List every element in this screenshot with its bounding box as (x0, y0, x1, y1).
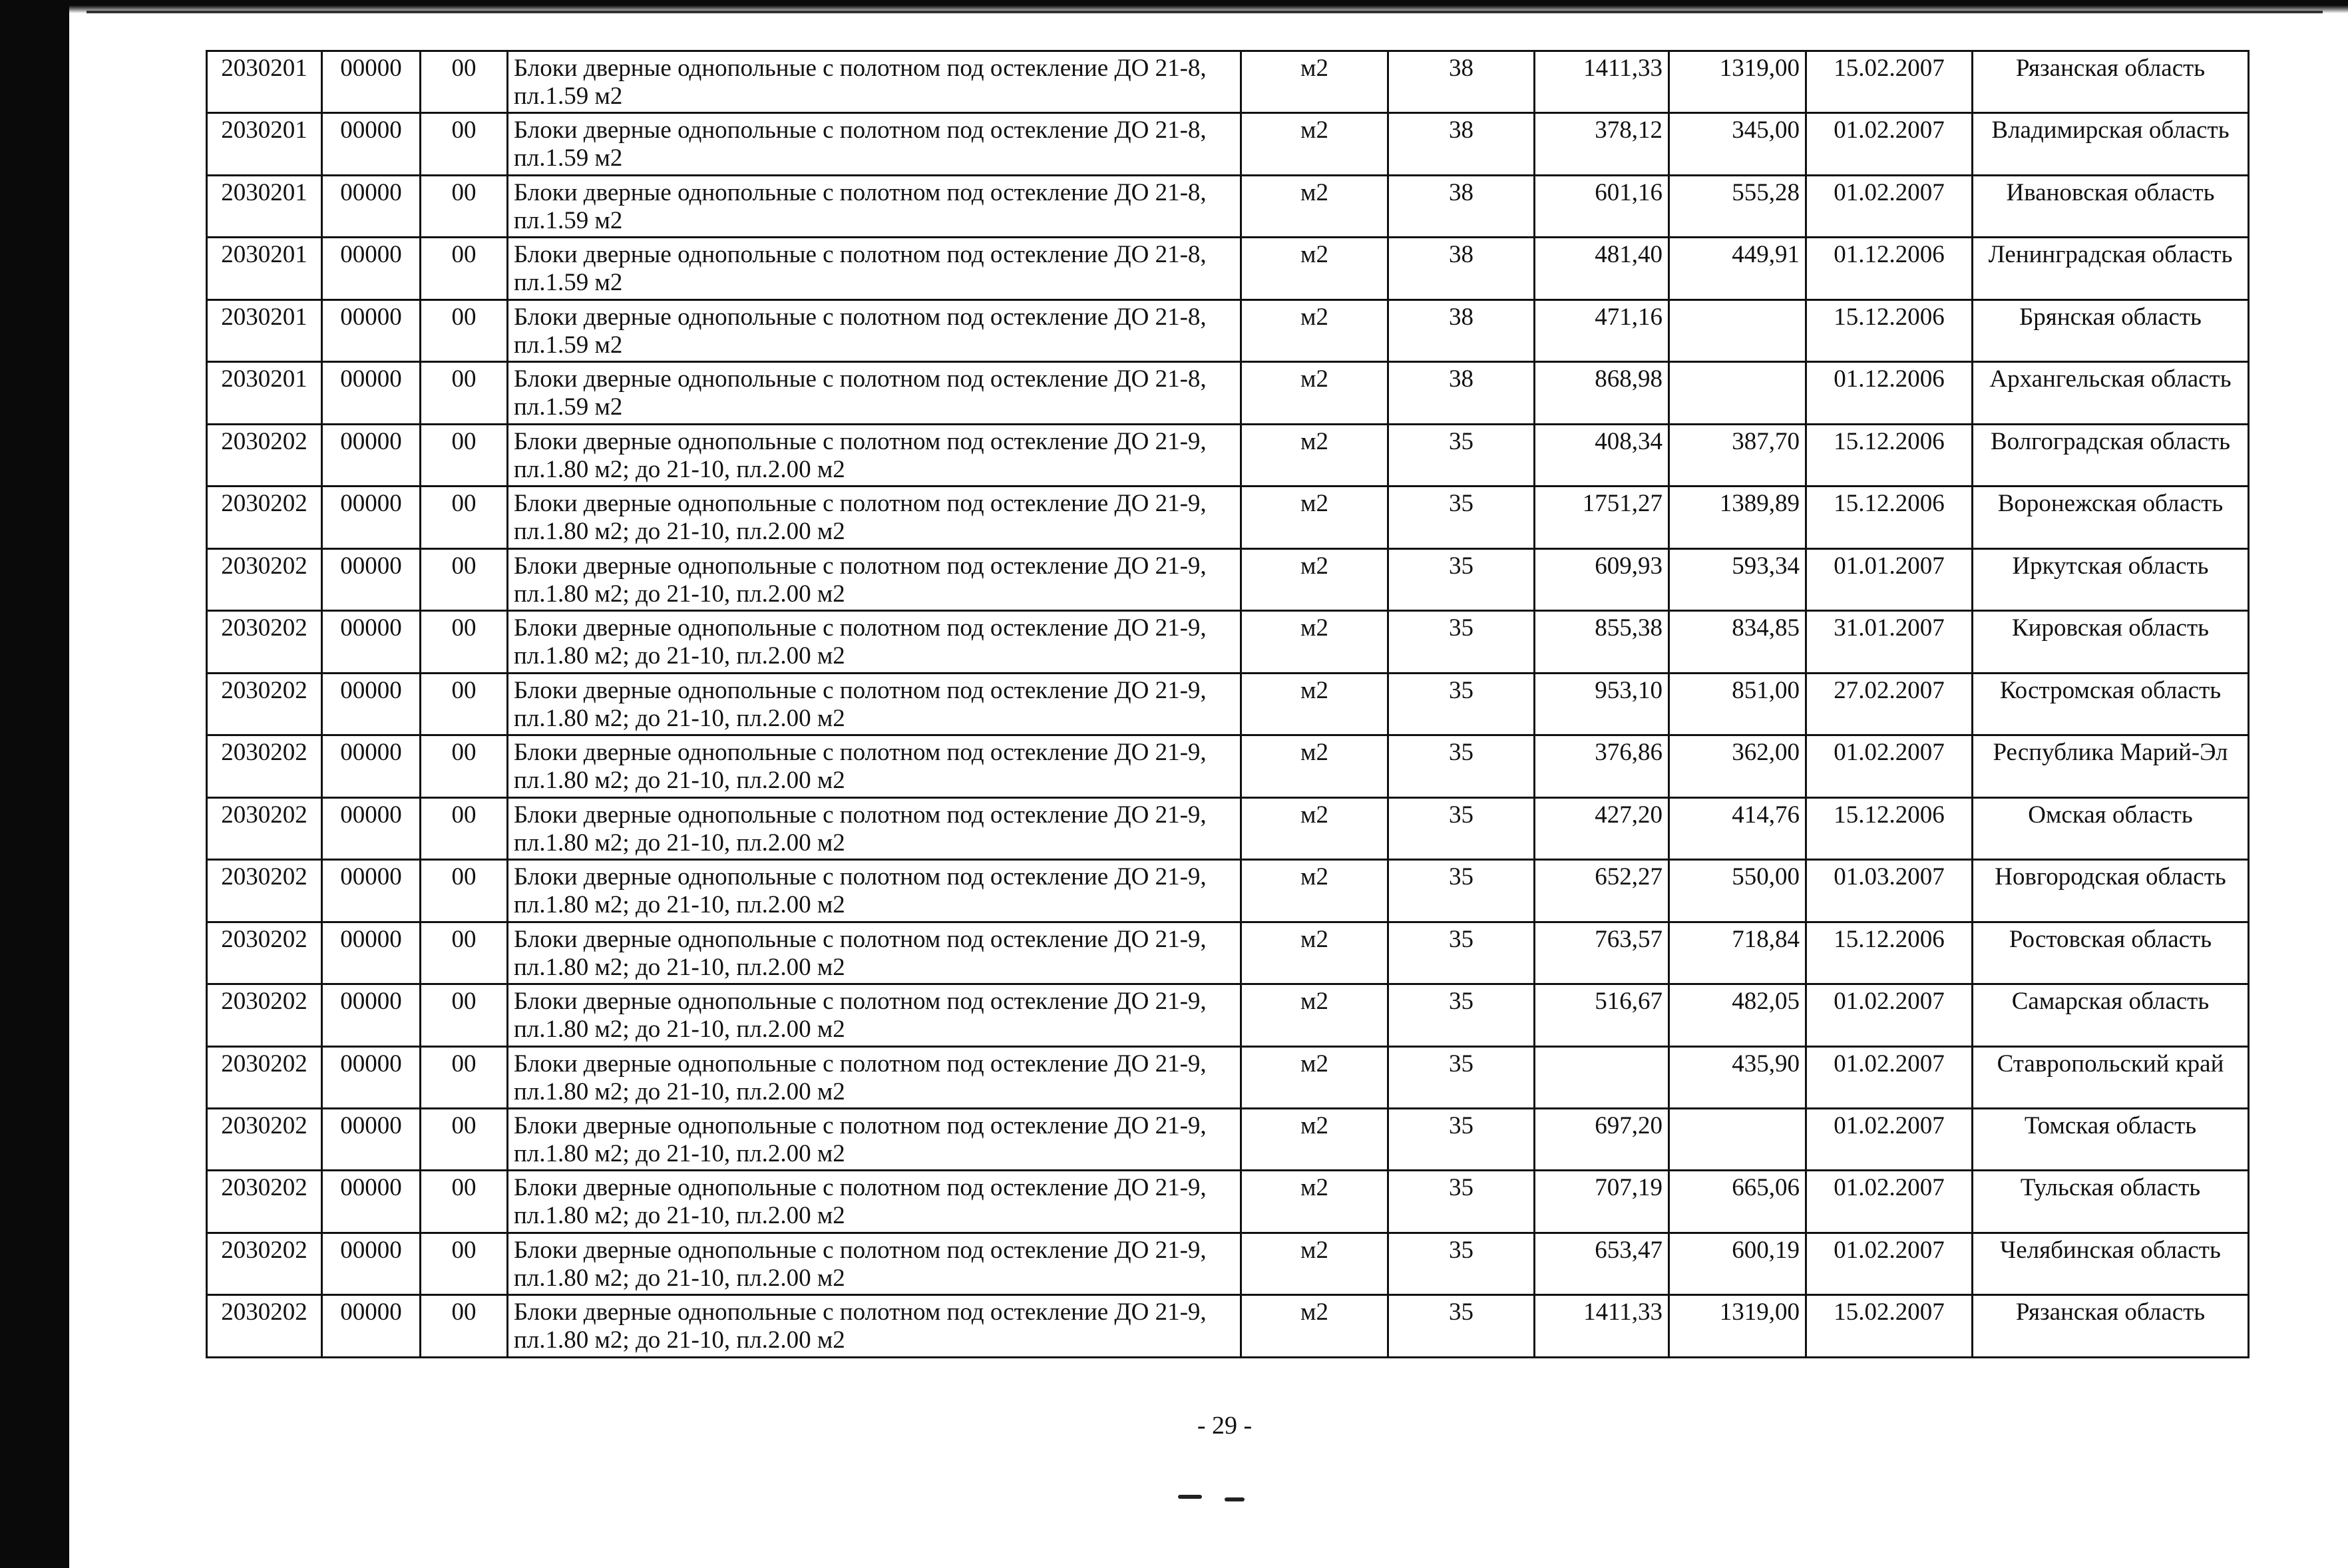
cell-var: 00 (421, 1046, 508, 1108)
cell-price2 (1669, 362, 1806, 424)
cell-price1: 601,16 (1535, 175, 1669, 237)
table-row (207, 611, 2249, 673)
cell-name: Блоки дверные однопольные с полотном под остекление ДО 21-8, пл.1.59 м2 (508, 51, 1241, 113)
cell-code: 2030201 (207, 51, 322, 113)
scan-smudge (1225, 1497, 1245, 1501)
cell-unit: м2 (1241, 922, 1388, 984)
cell-price1: 516,67 (1535, 984, 1669, 1046)
cell-price2: 555,28 (1669, 175, 1806, 237)
cell-group: 38 (1388, 362, 1535, 424)
page-number: - 29 - (1197, 1412, 1253, 1440)
cell-region: Ивановская область (1973, 175, 2249, 237)
cell-code: 2030202 (207, 1233, 322, 1294)
cell-sub: 00000 (322, 1233, 421, 1294)
table-row (207, 860, 2249, 922)
cell-code: 2030202 (207, 860, 322, 922)
cell-var: 00 (421, 1171, 508, 1233)
cell-unit: м2 (1241, 175, 1388, 237)
cell-var: 00 (421, 1233, 508, 1294)
cell-name: Блоки дверные однопольные с полотном под остекление ДО 21-9, пл.1.80 м2; до 21-10, пл.2.00 м2 (508, 860, 1241, 922)
cell-name: Блоки дверные однопольные с полотном под остекление ДО 21-9, пл.1.80 м2; до 21-10, пл.2.00 м2 (508, 424, 1241, 486)
cell-region: Тульская область (1973, 1171, 2249, 1233)
cell-price1: 481,40 (1535, 238, 1669, 299)
cell-code: 2030202 (207, 1171, 322, 1233)
cell-group: 35 (1388, 860, 1535, 922)
cell-var: 00 (421, 1295, 508, 1357)
cell-date: 01.02.2007 (1806, 735, 1973, 797)
cell-code: 2030202 (207, 1108, 322, 1170)
cell-var: 00 (421, 487, 508, 548)
table-body (207, 51, 2249, 1358)
table-row (207, 922, 2249, 984)
cell-price2: 345,00 (1669, 113, 1806, 175)
cell-region: Волгоградская область (1973, 424, 2249, 486)
cell-price1: 855,38 (1535, 611, 1669, 673)
cell-group: 35 (1388, 797, 1535, 859)
cell-group: 35 (1388, 1233, 1535, 1294)
cell-group: 35 (1388, 984, 1535, 1046)
table-row (207, 735, 2249, 797)
cell-name: Блоки дверные однопольные с полотном под остекление ДО 21-9, пл.1.80 м2; до 21-10, пл.2.00 м2 (508, 1171, 1241, 1233)
cell-name: Блоки дверные однопольные с полотном под остекление ДО 21-9, пл.1.80 м2; до 21-10, пл.2.00 м2 (508, 922, 1241, 984)
cell-group: 35 (1388, 1108, 1535, 1170)
cell-price2 (1669, 299, 1806, 361)
cell-var: 00 (421, 797, 508, 859)
cell-region: Воронежская область (1973, 487, 2249, 548)
cell-date: 01.02.2007 (1806, 1046, 1973, 1108)
cell-code: 2030202 (207, 1295, 322, 1357)
scan-smudge (1178, 1495, 1202, 1499)
table-row (207, 175, 2249, 237)
table-row (207, 299, 2249, 361)
cell-code: 2030201 (207, 175, 322, 237)
cell-name: Блоки дверные однопольные с полотном под остекление ДО 21-9, пл.1.80 м2; до 21-10, пл.2.00 м2 (508, 735, 1241, 797)
cell-name: Блоки дверные однопольные с полотном под остекление ДО 21-9, пл.1.80 м2; до 21-10, пл.2.00 м2 (508, 611, 1241, 673)
cell-region: Республика Марий-Эл (1973, 735, 2249, 797)
cell-name: Блоки дверные однопольные с полотном под остекление ДО 21-8, пл.1.59 м2 (508, 362, 1241, 424)
cell-group: 35 (1388, 424, 1535, 486)
cell-group: 38 (1388, 175, 1535, 237)
cell-name: Блоки дверные однопольные с полотном под остекление ДО 21-9, пл.1.80 м2; до 21-10, пл.2.00 м2 (508, 1233, 1241, 1294)
cell-date: 15.12.2006 (1806, 922, 1973, 984)
table-row (207, 113, 2249, 175)
cell-date: 15.12.2006 (1806, 424, 1973, 486)
cell-var: 00 (421, 424, 508, 486)
cell-unit: м2 (1241, 1233, 1388, 1294)
cell-region: Рязанская область (1973, 51, 2249, 113)
cell-date: 27.02.2007 (1806, 673, 1973, 735)
cell-region: Ростовская область (1973, 922, 2249, 984)
cell-sub: 00000 (322, 984, 421, 1046)
cell-code: 2030202 (207, 735, 322, 797)
table-row (207, 673, 2249, 735)
cell-price1: 471,16 (1535, 299, 1669, 361)
cell-region: Ленинградская область (1973, 238, 2249, 299)
cell-unit: м2 (1241, 113, 1388, 175)
cell-unit: м2 (1241, 673, 1388, 735)
cell-region: Владимирская область (1973, 113, 2249, 175)
cell-group: 35 (1388, 487, 1535, 548)
cell-var: 00 (421, 51, 508, 113)
cell-sub: 00000 (322, 362, 421, 424)
cell-date: 01.12.2006 (1806, 238, 1973, 299)
cell-price2: 851,00 (1669, 673, 1806, 735)
cell-code: 2030202 (207, 673, 322, 735)
cell-price2: 600,19 (1669, 1233, 1806, 1294)
cell-price2: 550,00 (1669, 860, 1806, 922)
cell-date: 15.12.2006 (1806, 797, 1973, 859)
cell-sub: 00000 (322, 548, 421, 610)
cell-unit: м2 (1241, 611, 1388, 673)
cell-group: 35 (1388, 673, 1535, 735)
cell-price1: 1411,33 (1535, 51, 1669, 113)
cell-date: 15.02.2007 (1806, 1295, 1973, 1357)
cell-unit: м2 (1241, 860, 1388, 922)
cell-price1: 378,12 (1535, 113, 1669, 175)
scan-top-rule (87, 11, 2323, 13)
cell-region: Омская область (1973, 797, 2249, 859)
cell-unit: м2 (1241, 735, 1388, 797)
table-row (207, 487, 2249, 548)
cell-name: Блоки дверные однопольные с полотном под остекление ДО 21-9, пл.1.80 м2; до 21-10, пл.2.00 м2 (508, 673, 1241, 735)
cell-code: 2030202 (207, 1046, 322, 1108)
table-row (207, 51, 2249, 113)
cell-date: 01.12.2006 (1806, 362, 1973, 424)
cell-var: 00 (421, 735, 508, 797)
cell-unit: м2 (1241, 1295, 1388, 1357)
cell-date: 31.01.2007 (1806, 611, 1973, 673)
cell-region: Иркутская область (1973, 548, 2249, 610)
cell-group: 35 (1388, 922, 1535, 984)
cell-sub: 00000 (322, 51, 421, 113)
cell-unit: м2 (1241, 984, 1388, 1046)
cell-date: 01.02.2007 (1806, 175, 1973, 237)
table-row (207, 797, 2249, 859)
cell-price1: 427,20 (1535, 797, 1669, 859)
cell-code: 2030201 (207, 362, 322, 424)
cell-date: 01.02.2007 (1806, 1171, 1973, 1233)
cell-region: Рязанская область (1973, 1295, 2249, 1357)
cell-code: 2030202 (207, 611, 322, 673)
cell-sub: 00000 (322, 1108, 421, 1170)
cell-price2: 718,84 (1669, 922, 1806, 984)
cell-unit: м2 (1241, 487, 1388, 548)
cell-group: 35 (1388, 548, 1535, 610)
cell-group: 35 (1388, 1295, 1535, 1357)
cell-var: 00 (421, 175, 508, 237)
cell-price1: 953,10 (1535, 673, 1669, 735)
cell-sub: 00000 (322, 238, 421, 299)
cell-var: 00 (421, 299, 508, 361)
price-table (206, 50, 2250, 1358)
cell-unit: м2 (1241, 238, 1388, 299)
scan-border-left (0, 0, 69, 1568)
cell-code: 2030201 (207, 113, 322, 175)
table-row (207, 1108, 2249, 1170)
cell-sub: 00000 (322, 1295, 421, 1357)
cell-sub: 00000 (322, 1171, 421, 1233)
cell-code: 2030202 (207, 424, 322, 486)
cell-price1: 653,47 (1535, 1233, 1669, 1294)
cell-code: 2030202 (207, 797, 322, 859)
cell-unit: м2 (1241, 1171, 1388, 1233)
cell-price2: 414,76 (1669, 797, 1806, 859)
cell-code: 2030202 (207, 487, 322, 548)
table-row (207, 424, 2249, 486)
cell-region: Архангельская область (1973, 362, 2249, 424)
cell-date: 15.12.2006 (1806, 487, 1973, 548)
cell-sub: 00000 (322, 1046, 421, 1108)
cell-group: 35 (1388, 1171, 1535, 1233)
cell-price2: 435,90 (1669, 1046, 1806, 1108)
cell-group: 35 (1388, 735, 1535, 797)
cell-unit: м2 (1241, 362, 1388, 424)
cell-name: Блоки дверные однопольные с полотном под остекление ДО 21-8, пл.1.59 м2 (508, 113, 1241, 175)
cell-var: 00 (421, 922, 508, 984)
cell-group: 38 (1388, 299, 1535, 361)
cell-name: Блоки дверные однопольные с полотном под остекление ДО 21-8, пл.1.59 м2 (508, 238, 1241, 299)
cell-price2: 387,70 (1669, 424, 1806, 486)
cell-region: Новгородская область (1973, 860, 2249, 922)
cell-region: Самарская область (1973, 984, 2249, 1046)
table-row (207, 1171, 2249, 1233)
cell-name: Блоки дверные однопольные с полотном под остекление ДО 21-9, пл.1.80 м2; до 21-10, пл.2.00 м2 (508, 1295, 1241, 1357)
cell-region: Челябинская область (1973, 1233, 2249, 1294)
cell-price1 (1535, 1046, 1669, 1108)
cell-price1: 408,34 (1535, 424, 1669, 486)
cell-var: 00 (421, 984, 508, 1046)
cell-unit: м2 (1241, 1108, 1388, 1170)
cell-unit: м2 (1241, 424, 1388, 486)
cell-price1: 1411,33 (1535, 1295, 1669, 1357)
cell-price2: 593,34 (1669, 548, 1806, 610)
cell-region: Томская область (1973, 1108, 2249, 1170)
cell-date: 01.02.2007 (1806, 1233, 1973, 1294)
cell-price2: 834,85 (1669, 611, 1806, 673)
cell-name: Блоки дверные однопольные с полотном под остекление ДО 21-9, пл.1.80 м2; до 21-10, пл.2.00 м2 (508, 797, 1241, 859)
table-row (207, 548, 2249, 610)
table-row (207, 238, 2249, 299)
table-row (207, 1046, 2249, 1108)
cell-group: 35 (1388, 1046, 1535, 1108)
table-row (207, 984, 2249, 1046)
cell-region: Брянская область (1973, 299, 2249, 361)
cell-sub: 00000 (322, 673, 421, 735)
cell-price2: 1319,00 (1669, 51, 1806, 113)
cell-date: 15.02.2007 (1806, 51, 1973, 113)
cell-unit: м2 (1241, 299, 1388, 361)
cell-var: 00 (421, 362, 508, 424)
cell-group: 38 (1388, 113, 1535, 175)
cell-name: Блоки дверные однопольные с полотном под остекление ДО 21-9, пл.1.80 м2; до 21-10, пл.2.00 м2 (508, 548, 1241, 610)
cell-name: Блоки дверные однопольные с полотном под остекление ДО 21-9, пл.1.80 м2; до 21-10, пл.2.00 м2 (508, 1108, 1241, 1170)
cell-sub: 00000 (322, 113, 421, 175)
cell-var: 00 (421, 238, 508, 299)
cell-name: Блоки дверные однопольные с полотном под остекление ДО 21-9, пл.1.80 м2; до 21-10, пл.2.00 м2 (508, 1046, 1241, 1108)
cell-price2: 1389,89 (1669, 487, 1806, 548)
cell-price1: 707,19 (1535, 1171, 1669, 1233)
cell-group: 38 (1388, 51, 1535, 113)
cell-name: Блоки дверные однопольные с полотном под остекление ДО 21-8, пл.1.59 м2 (508, 175, 1241, 237)
cell-name: Блоки дверные однопольные с полотном под остекление ДО 21-9, пл.1.80 м2; до 21-10, пл.2.00 м2 (508, 984, 1241, 1046)
cell-sub: 00000 (322, 424, 421, 486)
cell-unit: м2 (1241, 797, 1388, 859)
cell-price2: 362,00 (1669, 735, 1806, 797)
cell-date: 15.12.2006 (1806, 299, 1973, 361)
cell-var: 00 (421, 113, 508, 175)
cell-price1: 1751,27 (1535, 487, 1669, 548)
cell-price2 (1669, 1108, 1806, 1170)
cell-code: 2030201 (207, 299, 322, 361)
cell-price2: 665,06 (1669, 1171, 1806, 1233)
table-row (207, 1295, 2249, 1357)
cell-name: Блоки дверные однопольные с полотном под остекление ДО 21-8, пл.1.59 м2 (508, 299, 1241, 361)
cell-price1: 697,20 (1535, 1108, 1669, 1170)
cell-region: Костромская область (1973, 673, 2249, 735)
cell-date: 01.02.2007 (1806, 113, 1973, 175)
cell-price1: 652,27 (1535, 860, 1669, 922)
cell-price1: 376,86 (1535, 735, 1669, 797)
cell-var: 00 (421, 1108, 508, 1170)
table-row (207, 362, 2249, 424)
cell-unit: м2 (1241, 51, 1388, 113)
cell-sub: 00000 (322, 299, 421, 361)
cell-price1: 609,93 (1535, 548, 1669, 610)
cell-date: 01.03.2007 (1806, 860, 1973, 922)
cell-code: 2030202 (207, 548, 322, 610)
cell-code: 2030201 (207, 238, 322, 299)
cell-code: 2030202 (207, 922, 322, 984)
cell-sub: 00000 (322, 735, 421, 797)
cell-var: 00 (421, 611, 508, 673)
cell-date: 01.01.2007 (1806, 548, 1973, 610)
cell-sub: 00000 (322, 922, 421, 984)
cell-unit: м2 (1241, 1046, 1388, 1108)
cell-date: 01.02.2007 (1806, 984, 1973, 1046)
cell-sub: 00000 (322, 797, 421, 859)
cell-sub: 00000 (322, 487, 421, 548)
cell-name: Блоки дверные однопольные с полотном под остекление ДО 21-9, пл.1.80 м2; до 21-10, пл.2.00 м2 (508, 487, 1241, 548)
cell-var: 00 (421, 860, 508, 922)
cell-sub: 00000 (322, 175, 421, 237)
cell-code: 2030202 (207, 984, 322, 1046)
cell-price1: 868,98 (1535, 362, 1669, 424)
cell-sub: 00000 (322, 611, 421, 673)
cell-price2: 449,91 (1669, 238, 1806, 299)
cell-price2: 482,05 (1669, 984, 1806, 1046)
cell-var: 00 (421, 673, 508, 735)
cell-group: 35 (1388, 611, 1535, 673)
cell-region: Ставропольский край (1973, 1046, 2249, 1108)
cell-sub: 00000 (322, 860, 421, 922)
cell-price1: 763,57 (1535, 922, 1669, 984)
cell-region: Кировская область (1973, 611, 2249, 673)
cell-date: 01.02.2007 (1806, 1108, 1973, 1170)
cell-group: 38 (1388, 238, 1535, 299)
table-row (207, 1233, 2249, 1294)
cell-unit: м2 (1241, 548, 1388, 610)
cell-price2: 1319,00 (1669, 1295, 1806, 1357)
cell-var: 00 (421, 548, 508, 610)
